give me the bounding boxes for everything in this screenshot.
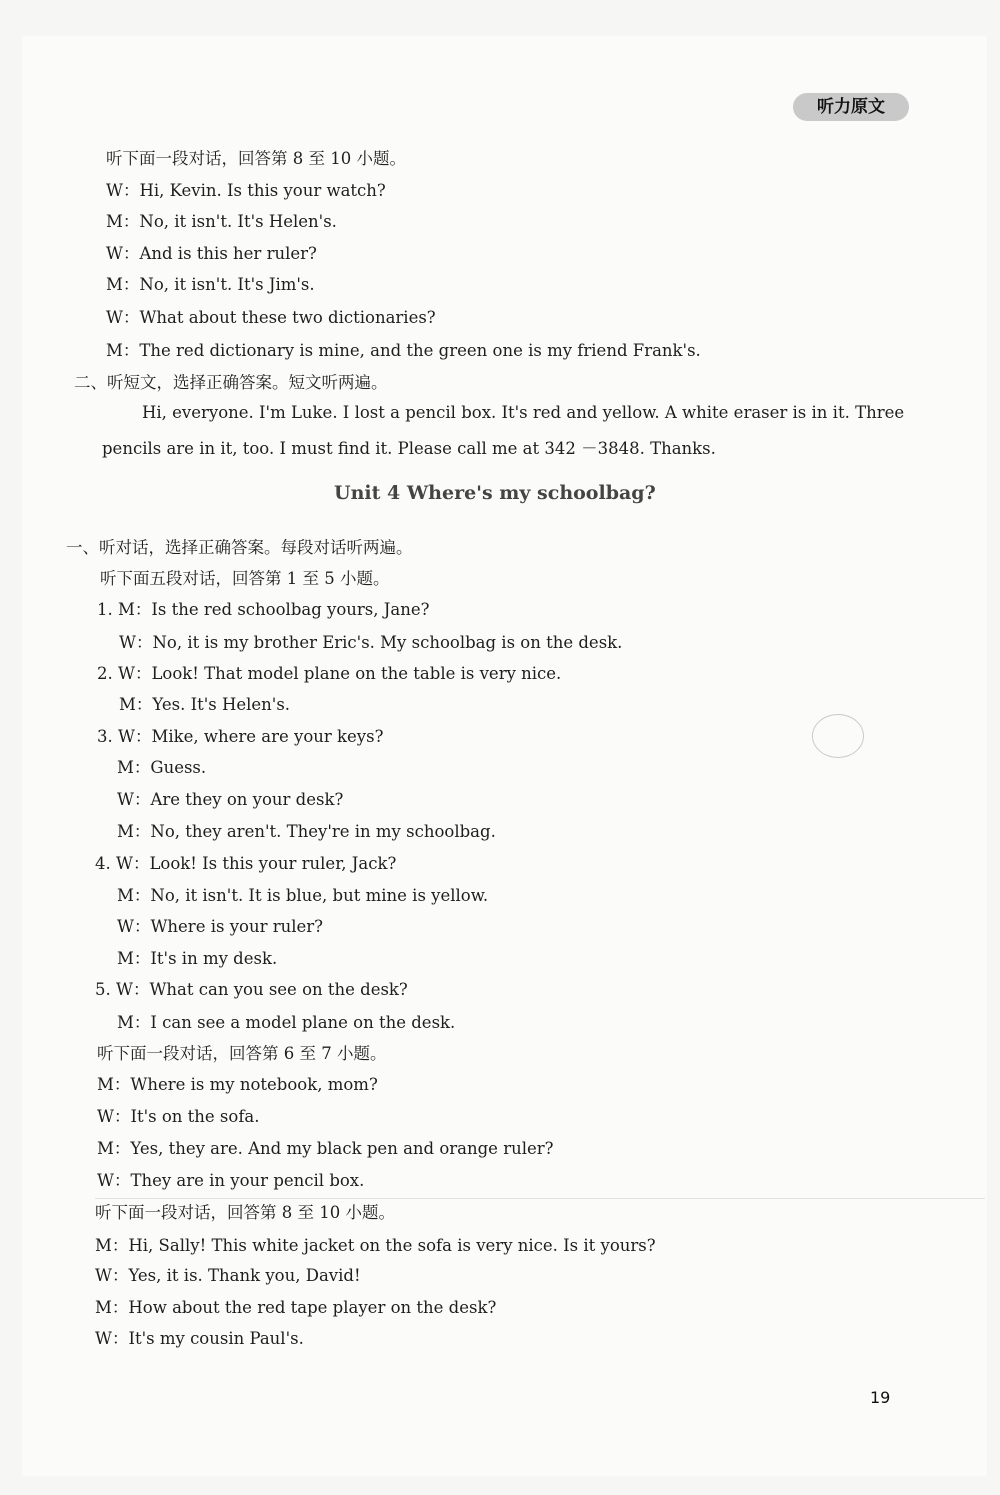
text-line: 二、听短文，选择正确答案。短文听两遍。 <box>74 373 388 392</box>
text-line: M：No, it isn't. It's Helen's. <box>106 212 337 231</box>
text-line: M：I can see a model plane on the desk. <box>117 1013 456 1032</box>
text-line: W：And is this her ruler? <box>106 244 317 263</box>
text-line: Hi, everyone. I'm Luke. I lost a pencil box. It's red and yellow. A white eraser is in it. Three <box>142 403 905 422</box>
text-line: 一、听对话，选择正确答案。每段对话听两遍。 <box>66 538 413 557</box>
text-line: M：Guess. <box>117 758 207 777</box>
text-line: M：How about the red tape player on the desk? <box>95 1298 497 1317</box>
text-line: 3. W：Mike, where are your keys? <box>97 727 384 746</box>
text-line: W：Hi, Kevin. Is this your watch? <box>106 181 386 200</box>
text-line: W：It's on the sofa. <box>97 1107 260 1126</box>
text-line: W：Where is your ruler? <box>117 917 324 936</box>
text-line: M：No, it isn't. It is blue, but mine is yellow. <box>117 886 489 905</box>
text-line: 5. W：What can you see on the desk? <box>95 980 408 999</box>
text-line: W：It's my cousin Paul's. <box>95 1329 304 1348</box>
section-tag: 听力原文 <box>793 93 909 121</box>
text-line: M：Where is my notebook, mom? <box>97 1075 378 1094</box>
text-line: 听下面五段对话，回答第 1 至 5 小题。 <box>100 569 390 588</box>
text-line: 1. M：Is the red schoolbag yours, Jane? <box>97 600 430 619</box>
text-line: W：Yes, it is. Thank you, David! <box>95 1266 361 1285</box>
text-line: M：The red dictionary is mine, and the green one is my friend Frank's. <box>106 341 701 360</box>
text-line: 听下面一段对话，回答第 6 至 7 小题。 <box>97 1044 387 1063</box>
text-line: M：No, it isn't. It's Jim's. <box>106 275 315 294</box>
text-line: 4. W：Look! Is this your ruler, Jack? <box>95 854 397 873</box>
text-line: 2. W：Look! That model plane on the table is very nice. <box>97 664 562 683</box>
text-line: M：Yes. It's Helen's. <box>119 695 291 714</box>
text-line: W：What about these two dictionaries? <box>106 308 436 327</box>
text-line: W：Are they on your desk? <box>117 790 344 809</box>
text-line: 听下面一段对话，回答第 8 至 10 小题。 <box>95 1203 395 1222</box>
divider <box>95 1198 985 1199</box>
text-line: W：They are in your pencil box. <box>97 1171 365 1190</box>
page-number: 19 <box>870 1388 891 1407</box>
stamp-icon <box>812 714 864 758</box>
text-line: M：No, they aren't. They're in my schoolbag. <box>117 822 496 841</box>
text-line: M：Yes, they are. And my black pen and orange ruler? <box>97 1139 554 1158</box>
unit-heading: Unit 4 Where's my schoolbag? <box>334 482 656 504</box>
text-line: W：No, it is my brother Eric's. My schoolbag is on the desk. <box>119 633 623 652</box>
text-line: 听下面一段对话，回答第 8 至 10 小题。 <box>106 149 406 168</box>
text-line: M：Hi, Sally! This white jacket on the sofa is very nice. Is it yours? <box>95 1236 656 1255</box>
text-line: M：It's in my desk. <box>117 949 278 968</box>
text-line: pencils are in it, too. I must find it. Please call me at 342 －3848. Thanks. <box>102 439 716 458</box>
